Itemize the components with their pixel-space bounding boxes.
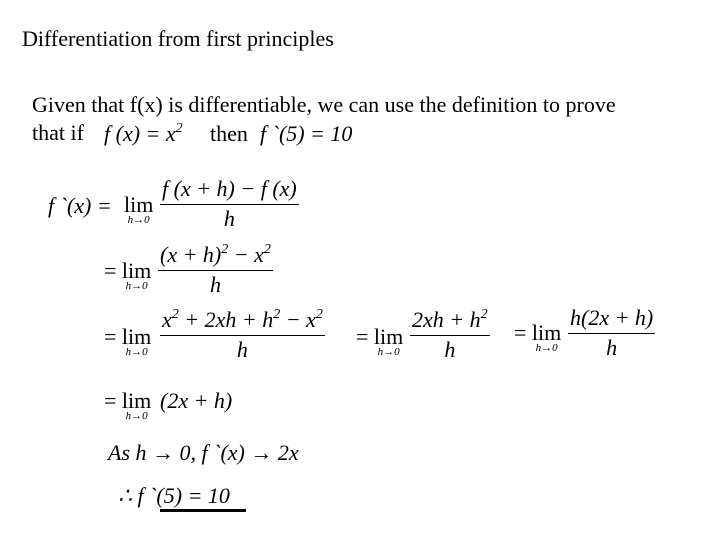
intro-line-2: that if [32, 120, 84, 145]
fraction-step-1: f (x + h) − f (x) h [162, 176, 297, 231]
given-function: f $(x) = x^2$ [104, 121, 183, 146]
limit-operator-6: = lim h→0 [104, 388, 152, 422]
limit-operator-1: lim h→0 [124, 192, 154, 226]
limit-operator-2: = lim h→0 [104, 258, 152, 292]
result-underline [160, 509, 246, 512]
fraction-step-5: h(2x + h) h [570, 305, 654, 360]
slide-title: Differentiation from first principles [22, 26, 334, 51]
limit-operator-4: = lim h→0 [356, 324, 404, 358]
therefore-result: ∴ f `(5) = 10 [118, 483, 230, 508]
then-word: then [210, 121, 248, 146]
limit-expression: (2x + h) [160, 388, 233, 413]
as-h-tends-to-zero: As h → 0, f `(x) → 2x [108, 440, 299, 465]
limit-operator-3: = lim h→0 [104, 324, 152, 358]
fraction-step-4: $2xh + h^2$ h [412, 307, 488, 362]
limit-operator-5: = lim h→0 [514, 320, 562, 354]
derivative-lhs: f `(x) = [48, 193, 112, 218]
fraction-step-3: $x^2 + 2xh + h^2 - x^2$ h [162, 307, 323, 362]
fraction-step-2: $(x + h)^2 - x^2$ h [160, 242, 271, 297]
intro-line-1: Given that f(x) is differentiable, we can use the definition to prove [32, 92, 616, 117]
given-claim: f `(5) = 10 [260, 121, 353, 146]
